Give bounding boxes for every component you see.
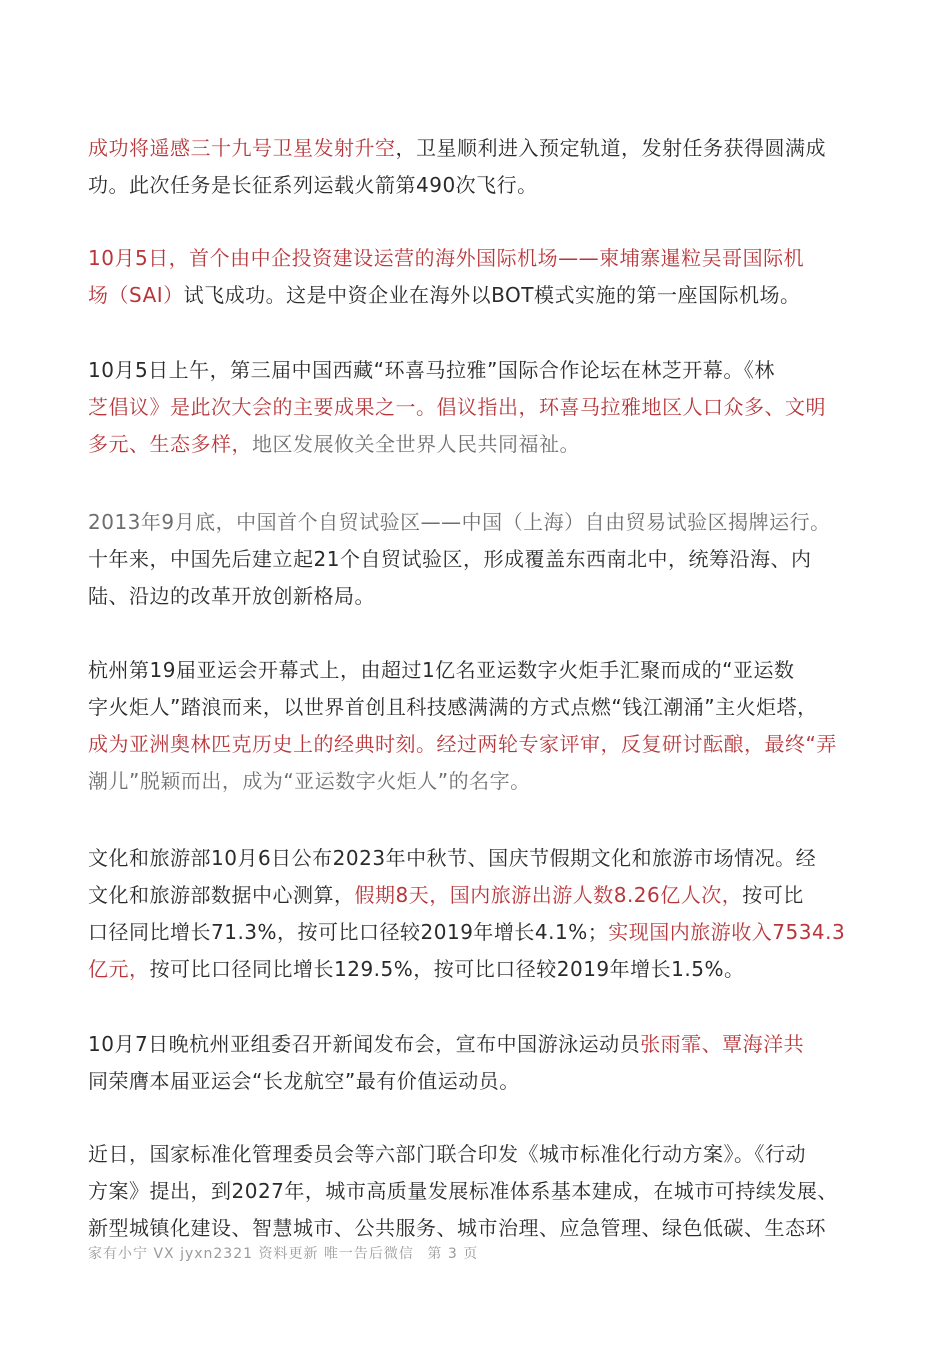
body-text: 字火炬人”踏浪而来，以世界首创且科技感满满的方式点燃“钱江潮涌”主火炬塔， xyxy=(88,695,818,719)
body-text: 十年来，中国先后建立起21个自贸试验区，形成覆盖东西南北中，统筹沿海、内 xyxy=(88,547,812,571)
highlighted-text: 10月5日，首个由中企投资建设运营的海外国际机场——柬埔寨暹粒吴哥国际机 xyxy=(88,246,805,270)
body-text: 按可比口径同比增长129.5%，按可比口径较2019年增长1.5%。 xyxy=(149,957,745,981)
body-text: 10月5日上午，第三届中国西藏“环喜马拉雅”国际合作论坛在林芝开幕。《林 xyxy=(88,358,775,382)
body-text: ，卫星顺利进入预定轨道，发射任务获得圆满成 xyxy=(395,136,826,160)
paragraph-free-trade-zone xyxy=(88,504,868,615)
body-text: 功。此次任务是长征系列运载火箭第490次飞行。 xyxy=(88,173,538,197)
text-line xyxy=(88,726,868,763)
highlighted-text: 芝倡议》是此次大会的主要成果之一。倡议指出，环喜马拉雅地区人口众多、文明 xyxy=(88,395,826,419)
highlighted-text: 多元、生态多样， xyxy=(88,432,252,456)
text-line xyxy=(88,1136,868,1173)
body-text: 口径同比增长71.3%，按可比口径较2019年增长4.1%； xyxy=(88,920,609,944)
text-line xyxy=(88,840,868,877)
body-text: 方案》提出，到2027年，城市高质量发展标准体系基本建成，在城市可持续发展、 xyxy=(88,1179,838,1203)
text-line xyxy=(88,1173,868,1210)
page-number: 第 3 页 xyxy=(427,1246,479,1262)
footer-watermark: 家有小宁 VX jyxn2321 资料更新 唯一告后微信 xyxy=(88,1246,414,1262)
paragraph-holiday-tourism xyxy=(88,840,868,988)
paragraph-city-standardization xyxy=(88,1136,868,1247)
text-line xyxy=(88,877,868,914)
body-text: 杭州第19届亚运会开幕式上，由超过1亿名亚运数字火炬手汇聚而成的“亚运数 xyxy=(88,658,795,682)
body-text: 同荣膺本届亚运会“长龙航空”最有价值运动员。 xyxy=(88,1069,520,1093)
text-line xyxy=(88,167,868,204)
text-line xyxy=(88,578,868,615)
highlighted-text: 场（SAI） xyxy=(88,283,184,307)
highlighted-text: 假期8天，国内旅游出游人数8.26亿人次， xyxy=(354,883,743,907)
highlighted-text: 成功将遥感三十九号卫星发射升空 xyxy=(88,136,396,160)
highlighted-text: 实现国内旅游收入7534.3 xyxy=(608,920,846,944)
text-line xyxy=(88,130,868,167)
text-line xyxy=(88,689,868,726)
text-line xyxy=(88,1210,868,1247)
body-text: 10月7日晚杭州亚组委召开新闻发布会，宣布中国游泳运动员 xyxy=(88,1032,641,1056)
text-line xyxy=(88,1063,868,1100)
paragraph-himalaya-forum xyxy=(88,352,868,463)
highlighted-text: 亿元， xyxy=(88,957,150,981)
text-line xyxy=(88,389,868,426)
page-footer xyxy=(88,1243,486,1263)
text-line xyxy=(88,652,868,689)
highlighted-text: 张雨霏、覃海洋共 xyxy=(640,1032,805,1056)
text-line xyxy=(88,277,868,314)
text-line xyxy=(88,914,868,951)
text-line xyxy=(88,1026,868,1063)
body-text: 试飞成功。这是中资企业在海外以BOT模式实施的第一座国际机场。 xyxy=(183,283,801,307)
body-text: 陆、沿边的改革开放创新格局。 xyxy=(88,584,375,608)
paragraph-asian-games-torch xyxy=(88,652,868,800)
body-text: 按可比 xyxy=(742,883,804,907)
body-text: 潮儿”脱颖而出，成为“亚运数字火炬人”的名字。 xyxy=(88,769,531,793)
text-line xyxy=(88,504,868,541)
paragraph-mvp-swimmers xyxy=(88,1026,868,1100)
body-text: 地区发展攸关全世界人民共同福祉。 xyxy=(252,432,580,456)
text-line xyxy=(88,240,868,277)
body-text: 2013年9月底，中国首个自贸试验区——中国（上海）自由贸易试验区揭牌运行。 xyxy=(88,510,831,534)
text-line xyxy=(88,426,868,463)
text-line xyxy=(88,541,868,578)
body-text: 文化和旅游部10月6日公布2023年中秋节、国庆节假期文化和旅游市场情况。经 xyxy=(88,846,817,870)
body-text: 近日，国家标准化管理委员会等六部门联合印发《城市标准化行动方案》。《行动 xyxy=(88,1142,806,1166)
paragraph-cambodia-airport xyxy=(88,240,868,314)
body-text: 文化和旅游部数据中心测算， xyxy=(88,883,355,907)
text-line xyxy=(88,951,868,988)
text-line xyxy=(88,352,868,389)
paragraph-satellite-launch xyxy=(88,130,868,204)
highlighted-text: 成为亚洲奥林匹克历史上的经典时刻。经过两轮专家评审，反复研讨酝酿，最终“弄 xyxy=(88,732,837,756)
text-line xyxy=(88,763,868,800)
body-text: 新型城镇化建设、智慧城市、公共服务、城市治理、应急管理、绿色低碳、生态环 xyxy=(88,1216,826,1240)
